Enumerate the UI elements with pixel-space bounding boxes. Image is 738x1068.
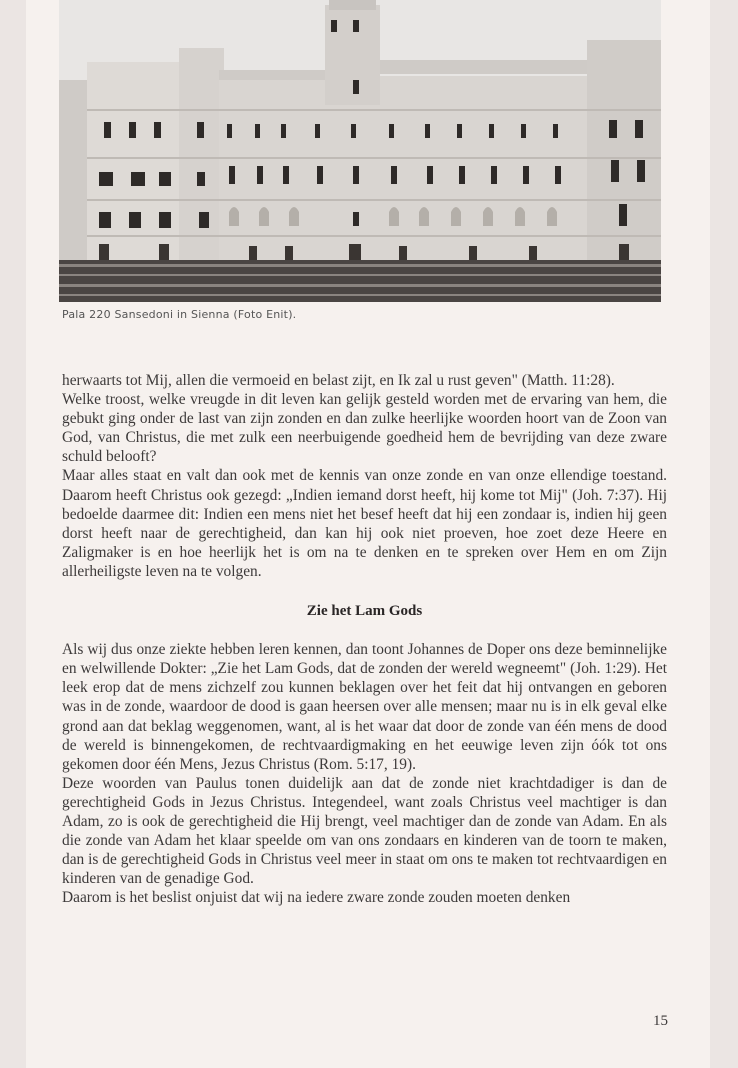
palazzo-photo [59, 0, 661, 302]
paragraph: Deze woorden van Paulus tonen duidelijk aan dat de zonde niet krachtdadiger is dan de gerechtigheid Gods in Jezus Christus. Integendeel, want zoals Christus veel machtiger is dan Adam, zo is ook de gerechtigheid die Hij brengt, veel machtiger dan de zonde van Adam. En als die zonde van Adam het klaar speelde om van ons zondaars en kinderen van de toorn te maken, dan is de gerechtigheid Gods in Christus veel meer in staat om ons te maken tot rechtvaardigen en kinderen van de genadige God. [62, 774, 667, 888]
paragraph: Daarom is het beslist onjuist dat wij na iedere zware zonde zouden moeten denken [62, 889, 571, 907]
paragraph: Maar alles staat en valt dan ook met de kennis van onze zonde en van onze ellendige toestand. Daarom heeft Christus ook gezegd: „Indien iemand dorst heeft, hij kome tot Mij" (Joh. 7:37). Hij bedoelde daarmee dit: Indien een mens niet het besef heeft dat hij een zondaar is, indien hij geen dorst heeft naar de gerechtigheid, dan kan hij ook niet proeven, hoe zoet deze Heere en Zaligmaker is en hoe heerlijk het is om na te denken en te spreken over Hem en om Zijn allerheiligste leven na te volgen. [62, 467, 667, 580]
section-heading: Zie het Lam Gods [306, 603, 423, 620]
paragraph: herwaarts tot Mij, allen die vermoeid en belast zijt, en Ik zal u rust geven" (Matth. 11:28). [62, 372, 615, 389]
page-number: 15 [653, 1013, 668, 1029]
photo-caption: Pala 220 Sansedoni in Sienna (Foto Enit). [62, 308, 297, 321]
paragraph: Welke troost, welke vreugde in dit leven kan gelijk gesteld worden met de ervaring van hem, die gebukt ging onder de last van zijn zonden en dan zulke heerlijke woorden hoort van de Zoon van God, van Christus, die met zulk een neerbuigende goedheid hem de bevrijding van deze zware schuld belooft? [62, 391, 667, 466]
body-text [62, 371, 667, 907]
paragraph: Als wij dus onze ziekte hebben leren kennen, dan toont Johannes de Doper ons deze beminnelijke en welwillende Dokter: „Zie het Lam Gods, dat de zonden der wereld wegneemt" (Joh. 1:29). Het leek erop dat de mens zichzelf zou kunnen beklagen over het feit dat hij ontvangen en geboren was in de zonde, waardoor de dood is gaan heersen over alle mensen; maar nu is in elk geval elke grond aan dat beklag weggenomen, want, al is het waar dat door de zonde van één mens de dood de wereld is binnengekomen, de rechtvaardigmaking en het eeuwige leven zijn óók tot ons gekomen door één Mens, Jezus Christus (Rom. 5:17, 19). [62, 641, 667, 773]
